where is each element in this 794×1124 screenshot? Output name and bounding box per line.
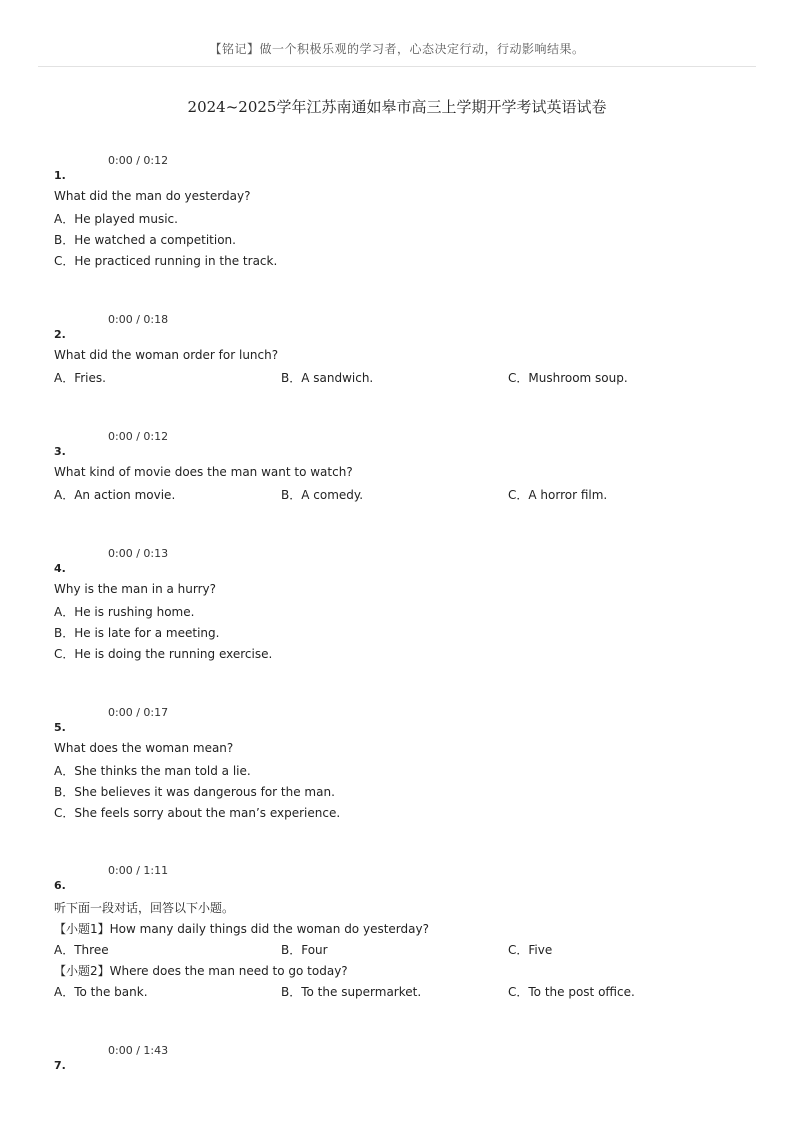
question-number: 7. (54, 1059, 66, 1072)
question-number: 6. (54, 879, 66, 892)
option-c: C．She feels sorry about the man’s experience. (54, 806, 341, 820)
question-stem: What does the woman mean? (54, 741, 234, 755)
subquestion-2-option-a: A．To the bank. (54, 985, 148, 999)
audio-player-q3[interactable]: 0:00 / 0:12 (108, 430, 169, 443)
question-stem: What kind of movie does the man want to watch? (54, 465, 353, 479)
subquestion-1-stem: 【小题1】How many daily things did the woman do yesterday? (54, 922, 429, 936)
option-a: A．He played music. (54, 212, 178, 226)
audio-player-q7[interactable]: 0:00 / 1:43 (108, 1044, 169, 1057)
question-number: 2. (54, 328, 66, 341)
question-number: 4. (54, 562, 66, 575)
question-stem: What did the woman order for lunch? (54, 348, 279, 362)
audio-player-q5[interactable]: 0:00 / 0:17 (108, 706, 169, 719)
audio-player-q1[interactable]: 0:00 / 0:12 (108, 154, 169, 167)
page-title: 2024~2025学年江苏南通如皋市高三上学期开学考试英语试卷 (187, 98, 607, 116)
subquestion-1-option-c: C．Five (508, 943, 553, 957)
option-a: A．He is rushing home. (54, 605, 195, 619)
question-number: 1. (54, 169, 66, 182)
option-b: B．A comedy. (281, 488, 364, 502)
option-c: C．Mushroom soup. (508, 371, 628, 385)
subquestion-2-option-b: B．To the supermarket. (281, 985, 422, 999)
page-motto: 【铭记】做一个积极乐观的学习者，心态决定行动，行动影响结果。 (209, 42, 585, 56)
audio-player-q6[interactable]: 0:00 / 1:11 (108, 864, 169, 877)
option-c: C．A horror film. (508, 488, 608, 502)
question-number: 5. (54, 721, 66, 734)
subquestion-2-stem: 【小题2】Where does the man need to go today? (54, 964, 348, 978)
question-stem: What did the man do yesterday? (54, 189, 251, 203)
question-stem: Why is the man in a hurry? (54, 582, 217, 596)
option-a: A．Fries. (54, 371, 106, 385)
subquestion-1-option-a: A．Three (54, 943, 109, 957)
option-a: A．She thinks the man told a lie. (54, 764, 251, 778)
option-b: B．A sandwich. (281, 371, 374, 385)
option-c: C．He is doing the running exercise. (54, 647, 273, 661)
option-b: B．He watched a competition. (54, 233, 236, 247)
audio-player-q2[interactable]: 0:00 / 0:18 (108, 313, 169, 326)
option-c: C．He practiced running in the track. (54, 254, 278, 268)
subquestion-2-option-c: C．To the post office. (508, 985, 635, 999)
option-b: B．He is late for a meeting. (54, 626, 220, 640)
question-intro: 听下面一段对话，回答以下小题。 (54, 901, 235, 915)
audio-player-q4[interactable]: 0:00 / 0:13 (108, 547, 169, 560)
option-b: B．She believes it was dangerous for the man. (54, 785, 335, 799)
option-a: A．An action movie. (54, 488, 176, 502)
question-number: 3. (54, 445, 66, 458)
subquestion-1-option-b: B．Four (281, 943, 328, 957)
header-divider (38, 66, 756, 67)
